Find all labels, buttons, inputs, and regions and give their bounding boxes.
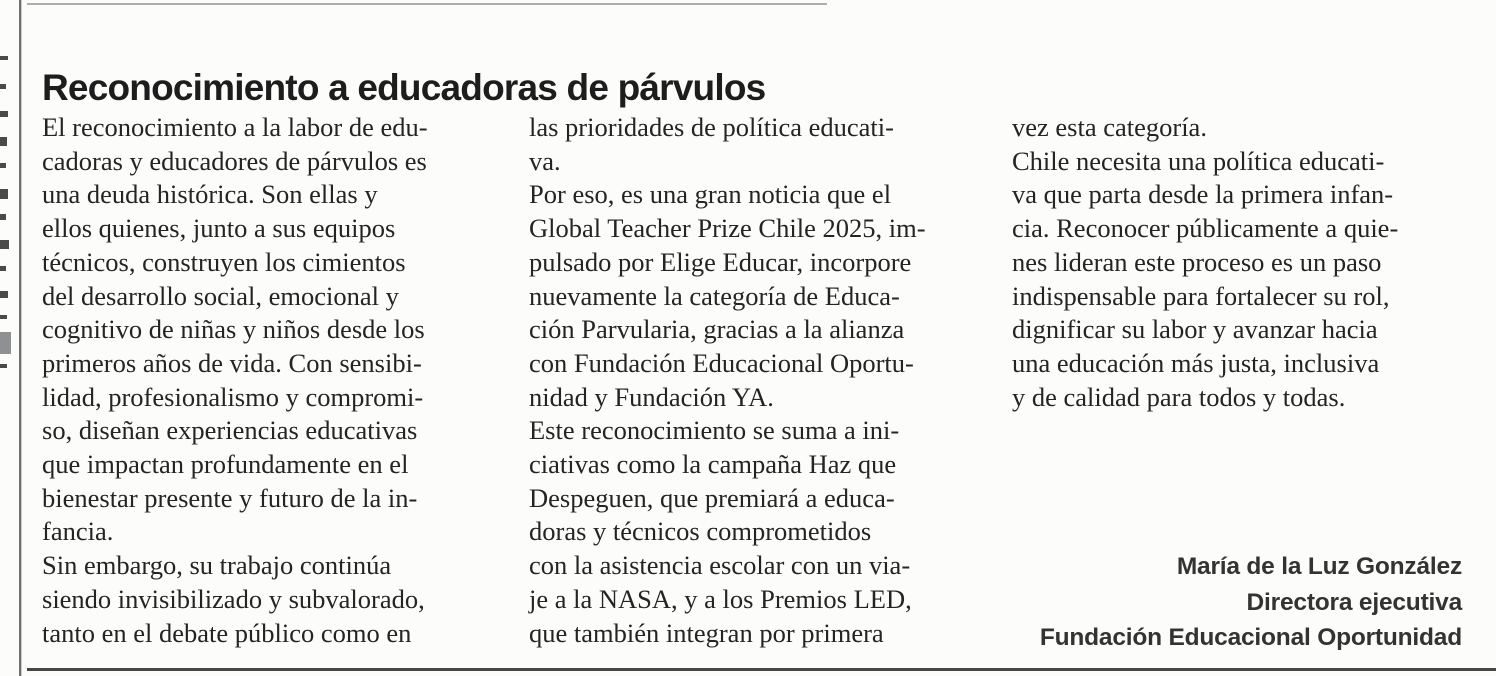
text-line: cia. Reconocer públicamente a quie- [1012,213,1399,244]
text-line: técnicos, construyen los cimientos [42,246,406,277]
text-line: Sin embargo, su trabajo continúa [42,550,392,581]
edge-artifact [0,214,6,220]
text-line: del desarrollo social, emocional y [42,280,399,311]
text-line: fancia. [42,516,114,547]
text-line: indispensable para fortalecer su rol, [1012,280,1390,311]
text-line: cognitivo de niñas y niños desde los [42,314,425,345]
text-line: ción Parvularia, gracias a la alianza [529,314,905,345]
bottom-rule [27,668,1496,671]
text-line: je a la NASA, y a los Premios LED, [529,583,912,614]
text-line: dignificar su labor y avanzar hacia [1012,314,1378,345]
signature-role: Directora ejecutiva [1246,588,1462,616]
edge-artifact [0,163,6,168]
text-line: va. [529,145,561,176]
article-column-1 [42,111,510,650]
text-line: ciativas como la campaña Haz que [529,449,897,480]
left-column-rule [19,0,22,676]
edge-artifact [0,84,6,89]
edge-artifact [0,364,7,368]
text-line: ellos quienes, junto a sus equipos [42,213,396,244]
text-line: siendo invisibilizado y subvalorado, [42,583,425,614]
article-headline: Reconocimiento a educadoras de párvulos [42,66,766,108]
text-line: pulsado por Elige Educar, incorpore [529,246,912,277]
edge-artifact [0,189,8,199]
text-line: vez esta categoría. [1012,112,1207,142]
signature-block [1040,549,1462,656]
text-line: nuevamente la categoría de Educa- [529,280,900,311]
edge-artifact [0,266,6,271]
article-column-2 [529,111,997,650]
text-line: una deuda histórica. Son ellas y [42,179,378,210]
text-line: Este reconocimiento se suma a ini- [529,415,900,446]
signature-name: María de la Luz González [1176,553,1462,580]
text-line: con Fundación Educacional Oportu- [529,347,914,378]
text-line: y de calidad para todos y todas. [1012,381,1346,412]
signature-organization: Fundación Educacional Oportunidad [1039,624,1462,651]
text-line: Chile necesita una política educati- [1012,145,1385,176]
top-rule [27,3,827,5]
text-line: nes lideran este proceso es un paso [1012,246,1382,277]
edge-artifact [0,240,9,249]
text-line: Por eso, es una gran noticia que el [529,179,892,210]
text-line: una educación más justa, inclusiva [1012,347,1380,378]
text-line: so, diseñan experiencias educativas [42,415,418,446]
text-line: bienestar presente y futuro de la in- [42,482,418,513]
edge-artifact [0,315,7,319]
text-line: que también integran por primera [529,617,884,648]
edge-artifact [0,56,8,60]
edge-artifact [0,291,8,298]
text-line: El reconocimiento a la labor de edu- [42,112,428,142]
text-line: con la asistencia escolar con un via- [529,550,911,581]
text-line: doras y técnicos comprometidos [529,516,872,547]
text-line: las prioridades de política educati- [529,112,894,142]
text-line: va que parta desde la primera infan- [1012,179,1394,210]
text-line: lidad, profesionalismo y compromi- [42,381,424,412]
text-line: que impactan profundamente en el [42,449,409,480]
text-line: tanto en el debate público como en [42,617,412,648]
article-column-3 [1012,111,1480,414]
edge-artifact [0,332,11,354]
text-line: cadoras y educadores de párvulos es [42,145,427,176]
edge-artifact [0,111,8,117]
edge-artifact [0,137,7,146]
text-line: primeros años de vida. Con sensibi- [42,347,422,378]
text-line: Global Teacher Prize Chile 2025, im- [529,213,926,244]
text-line: Despeguen, que premiará a educa- [529,482,895,513]
text-line: nidad y Fundación YA. [529,381,774,412]
